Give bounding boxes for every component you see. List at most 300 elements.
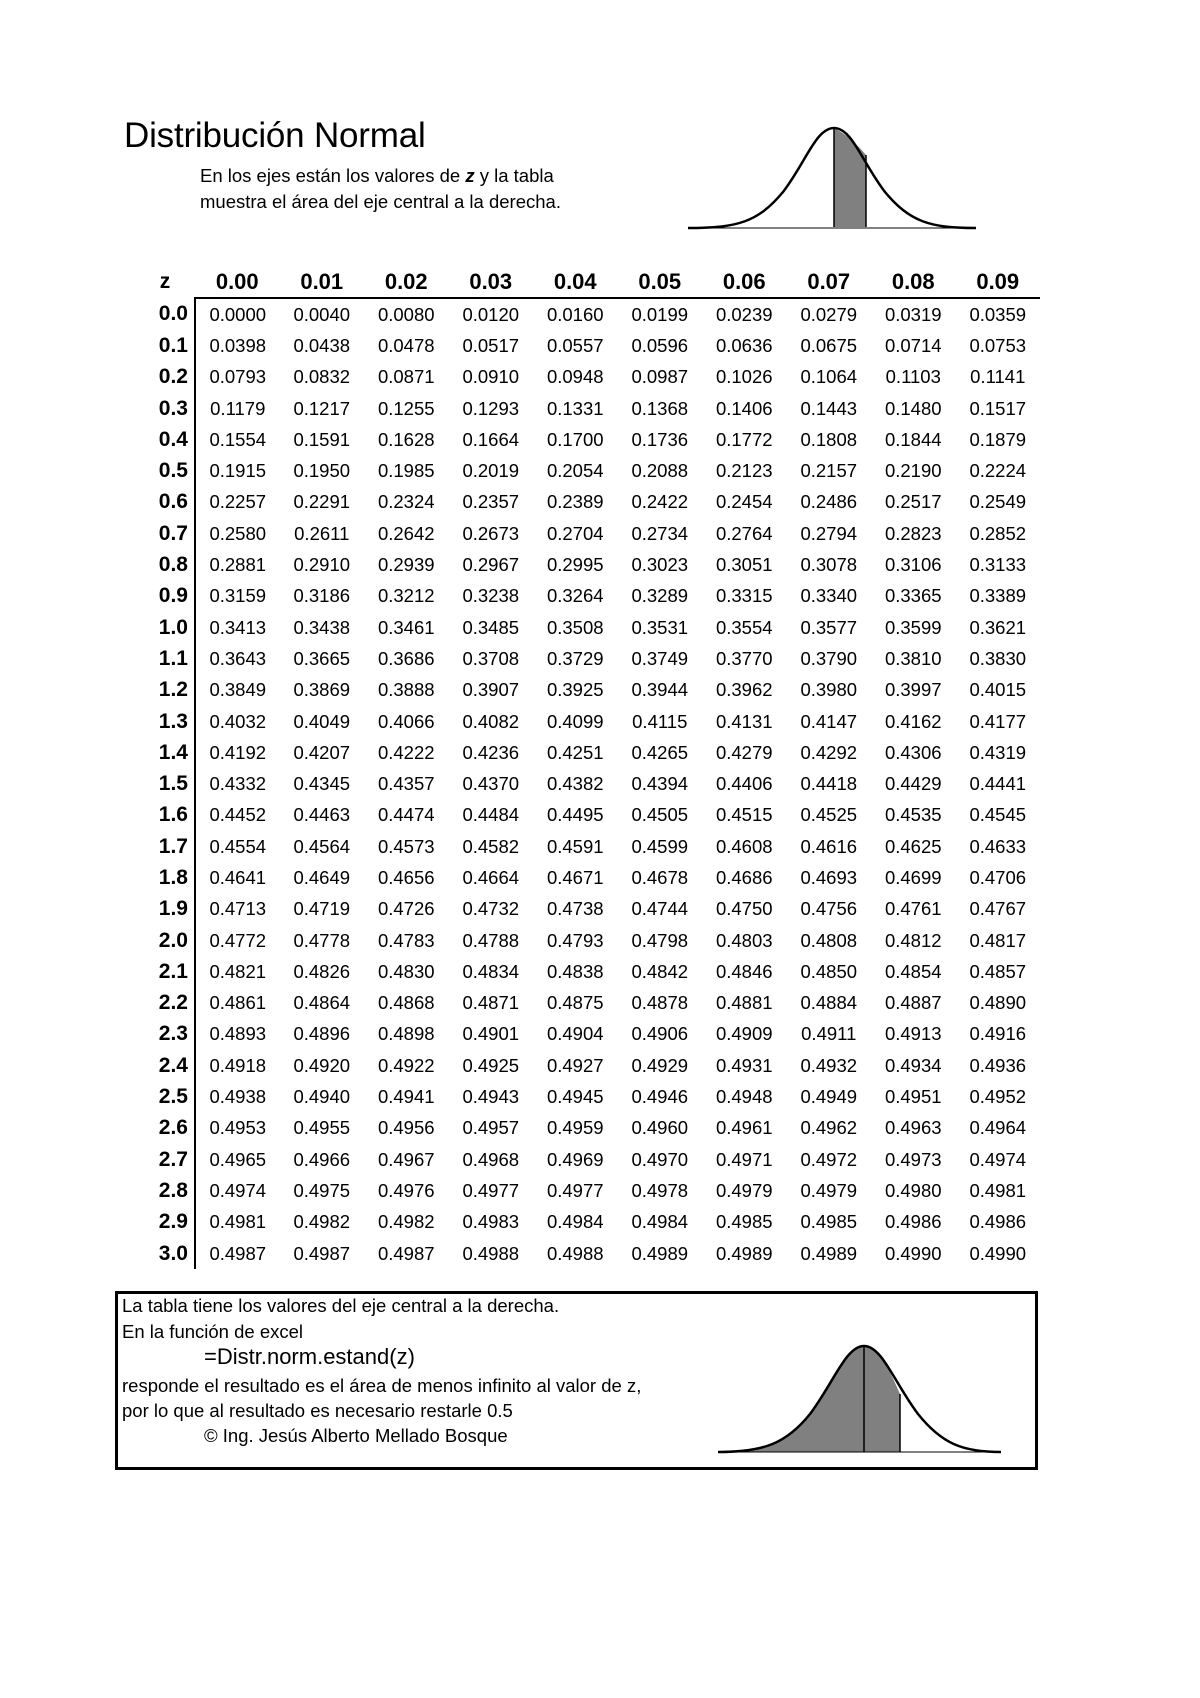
table-cell: 0.3186 [293, 585, 351, 607]
col-header: 0.06 [702, 266, 787, 298]
table-cell: 0.4394 [631, 773, 689, 795]
table-cell: 0.0987 [631, 366, 689, 388]
table-cell: 0.4719 [293, 898, 351, 920]
table-cell: 0.2357 [462, 491, 520, 513]
note-line-2: En la función de excel [122, 1321, 304, 1342]
table-cell: 0.3599 [884, 616, 942, 638]
row-z-label: 1.4 [135, 737, 195, 768]
table-cell: 0.3944 [631, 679, 689, 701]
note-line-3: responde el resultado es el área de menos infinito al valor de z, [122, 1375, 642, 1396]
table-cell: 0.4357 [377, 773, 435, 795]
table-cell: 0.4972 [800, 1148, 858, 1170]
table-cell: 0.3790 [800, 647, 858, 669]
table-cell: 0.4975 [293, 1179, 351, 1201]
table-cell: 0.4738 [546, 898, 604, 920]
table-cell: 0.4846 [715, 960, 773, 982]
table-cell: 0.4582 [462, 835, 520, 857]
table-cell: 0.3665 [293, 647, 351, 669]
table-cell: 0.1141 [970, 366, 1026, 388]
table-cell: 0.4963 [884, 1117, 942, 1139]
table-cell: 0.4671 [546, 866, 604, 888]
table-cell: 0.1772 [715, 428, 773, 450]
table-cell: 0.4564 [293, 835, 351, 857]
table-row [135, 549, 1040, 580]
table-cell: 0.3461 [377, 616, 435, 638]
table-cell: 0.4049 [293, 710, 351, 732]
table-cell: 0.2517 [884, 491, 942, 513]
table-cell: 0.3643 [209, 647, 267, 669]
table-row [135, 1175, 1040, 1206]
table-cell: 0.4778 [293, 929, 351, 951]
shaded-area-top [834, 128, 866, 227]
row-z-label: 0.4 [135, 424, 195, 455]
table-cell: 0.4713 [209, 898, 267, 920]
table-row [135, 831, 1040, 862]
row-z-label: 0.1 [135, 330, 195, 361]
table-cell: 0.4817 [969, 929, 1027, 951]
table-cell: 0.4878 [631, 992, 689, 1014]
table-cell: 0.4066 [377, 710, 435, 732]
table-cell: 0.3907 [462, 679, 520, 701]
table-row [135, 894, 1040, 925]
table-cell: 0.2224 [969, 460, 1027, 482]
table-cell: 0.1844 [884, 428, 942, 450]
row-z-label: 2.2 [135, 988, 195, 1019]
table-cell: 0.3289 [631, 585, 689, 607]
table-cell: 0.3729 [546, 647, 604, 669]
table-cell: 0.0279 [800, 303, 858, 325]
table-cell: 0.4279 [715, 741, 773, 763]
table-cell: 0.2324 [377, 491, 435, 513]
table-cell: 0.4803 [715, 929, 773, 951]
table-cell: 0.4505 [631, 804, 689, 826]
table-cell: 0.2088 [631, 460, 689, 482]
table-cell: 0.4767 [969, 898, 1027, 920]
subtitle-line-2: muestra el área del eje central a la derecha. [200, 191, 561, 212]
col-header: 0.08 [871, 266, 956, 298]
table-cell: 0.4911 [801, 1023, 857, 1045]
table-cell: 0.4941 [377, 1086, 435, 1108]
table-cell: 0.4909 [715, 1023, 773, 1045]
table-row [135, 393, 1040, 424]
table-cell: 0.4554 [209, 835, 267, 857]
row-z-label: 1.3 [135, 706, 195, 737]
table-cell: 0.3980 [800, 679, 858, 701]
table-cell: 0.4788 [462, 929, 520, 951]
table-cell: 0.4938 [209, 1086, 267, 1108]
table-cell: 0.1331 [546, 397, 604, 419]
table-cell: 0.4989 [631, 1242, 689, 1264]
table-cell: 0.0000 [209, 303, 267, 325]
table-cell: 0.4940 [293, 1086, 351, 1108]
table-cell: 0.4949 [800, 1086, 858, 1108]
table-cell: 0.4934 [884, 1054, 942, 1076]
table-cell: 0.2580 [209, 522, 267, 544]
table-row [135, 487, 1040, 518]
col-header: 0.01 [280, 266, 365, 298]
shaded-area-bottom [718, 1346, 900, 1452]
table-row [135, 1238, 1040, 1269]
table-row [135, 706, 1040, 737]
table-cell: 0.3051 [715, 554, 773, 576]
table-cell: 0.4452 [209, 804, 267, 826]
table-cell: 0.2257 [209, 491, 267, 513]
table-cell: 0.4901 [462, 1023, 520, 1045]
table-cell: 0.4989 [715, 1242, 773, 1264]
table-cell: 0.4625 [884, 835, 942, 857]
table-cell: 0.4955 [293, 1117, 351, 1139]
table-cell: 0.3770 [715, 647, 773, 669]
table-cell: 0.2995 [546, 554, 604, 576]
table-cell: 0.4649 [293, 866, 351, 888]
table-cell: 0.4608 [715, 835, 773, 857]
table-cell: 0.0359 [969, 303, 1027, 325]
table-cell: 0.1255 [377, 397, 435, 419]
header-row [135, 266, 1040, 298]
table-cell: 0.2967 [462, 554, 520, 576]
table-cell: 0.4951 [884, 1086, 942, 1108]
table-cell: 0.4115 [632, 710, 688, 732]
table-cell: 0.1808 [800, 428, 858, 450]
table-cell: 0.0517 [462, 334, 520, 356]
table-cell: 0.2734 [631, 522, 689, 544]
table-row [135, 675, 1040, 706]
bell-curve-top [688, 128, 976, 228]
table-row [135, 956, 1040, 987]
table-cell: 0.4881 [715, 992, 773, 1014]
table-cell: 0.4656 [377, 866, 435, 888]
table-cell: 0.4826 [293, 960, 351, 982]
table-cell: 0.4918 [209, 1054, 267, 1076]
table-cell: 0.3869 [293, 679, 351, 701]
table-cell: 0.4932 [800, 1054, 858, 1076]
table-cell: 0.4857 [969, 960, 1027, 982]
table-cell: 0.4971 [715, 1148, 773, 1170]
table-cell: 0.4936 [969, 1054, 1027, 1076]
note-box [115, 1291, 1038, 1470]
table-cell: 0.3340 [800, 585, 858, 607]
table-cell: 0.4082 [462, 710, 520, 732]
table-cell: 0.0199 [631, 303, 689, 325]
table-cell: 0.3810 [884, 647, 942, 669]
table-row [135, 1144, 1040, 1175]
table-cell: 0.1985 [377, 460, 435, 482]
table-cell: 0.3577 [800, 616, 858, 638]
table-cell: 0.0871 [377, 366, 435, 388]
table-cell: 0.4726 [377, 898, 435, 920]
row-z-label: 2.9 [135, 1207, 195, 1238]
credit-line: © Ing. Jesús Alberto Mellado Bosque [204, 1425, 508, 1446]
table-row [135, 1019, 1040, 1050]
row-z-label: 0.3 [135, 393, 195, 424]
table-cell: 0.4979 [715, 1179, 773, 1201]
subtitle-post: y la tabla [474, 165, 554, 186]
table-cell: 0.2611 [294, 522, 350, 544]
table-cell: 0.2794 [800, 522, 858, 544]
row-z-label: 2.5 [135, 1081, 195, 1112]
table-cell: 0.4591 [546, 835, 604, 857]
table-cell: 0.4966 [293, 1148, 351, 1170]
row-z-label: 2.8 [135, 1175, 195, 1206]
table-row [135, 643, 1040, 674]
table-row [135, 862, 1040, 893]
table-cell: 0.4913 [884, 1023, 942, 1045]
table-cell: 0.4969 [546, 1148, 604, 1170]
table-cell: 0.4925 [462, 1054, 520, 1076]
table-row [135, 518, 1040, 549]
table-cell: 0.4952 [969, 1086, 1027, 1108]
table-cell: 0.4990 [969, 1242, 1027, 1264]
table-cell: 0.4985 [715, 1211, 773, 1233]
table-cell: 0.4236 [462, 741, 520, 763]
table-cell: 0.1179 [210, 397, 266, 419]
table-cell: 0.3888 [377, 679, 435, 701]
table-cell: 0.4616 [800, 835, 858, 857]
table-cell: 0.4798 [631, 929, 689, 951]
table-cell: 0.0948 [546, 366, 604, 388]
table-cell: 0.4744 [631, 898, 689, 920]
table-cell: 0.4987 [377, 1242, 435, 1264]
table-cell: 0.4292 [800, 741, 858, 763]
table-cell: 0.0557 [546, 334, 604, 356]
table-cell: 0.3413 [209, 616, 267, 638]
table-cell: 0.4678 [631, 866, 689, 888]
row-z-label: 1.5 [135, 768, 195, 799]
table-cell: 0.4973 [884, 1148, 942, 1170]
table-cell: 0.4599 [631, 835, 689, 857]
table-cell: 0.4988 [546, 1242, 604, 1264]
table-row [135, 1207, 1040, 1238]
row-z-label: 1.7 [135, 831, 195, 862]
table-cell: 0.1628 [377, 428, 435, 450]
table-cell: 0.2422 [631, 491, 689, 513]
table-cell: 0.4956 [377, 1117, 435, 1139]
table-row [135, 737, 1040, 768]
table-cell: 0.4890 [969, 992, 1027, 1014]
table-cell: 0.4988 [462, 1242, 520, 1264]
table-cell: 0.0832 [293, 366, 351, 388]
table-cell: 0.4968 [462, 1148, 520, 1170]
z-corner-label: z [159, 270, 171, 293]
table-row [135, 925, 1040, 956]
table-cell: 0.4864 [293, 992, 351, 1014]
row-z-label: 1.6 [135, 800, 195, 831]
table-cell: 0.2019 [462, 460, 520, 482]
table-cell: 0.4854 [884, 960, 942, 982]
table-cell: 0.4686 [715, 866, 773, 888]
table-cell: 0.4978 [631, 1179, 689, 1201]
row-z-label: 2.0 [135, 925, 195, 956]
col-header: 0.03 [449, 266, 534, 298]
row-z-label: 3.0 [135, 1238, 195, 1269]
table-cell: 0.2123 [715, 460, 773, 482]
row-z-label: 1.2 [135, 675, 195, 706]
row-z-label: 0.8 [135, 549, 195, 580]
page-title: Distribución Normal [124, 116, 426, 155]
table-row [135, 581, 1040, 612]
table-cell: 0.0398 [209, 334, 267, 356]
table-cell: 0.0160 [546, 303, 604, 325]
table-cell: 0.4916 [969, 1023, 1027, 1045]
table-cell: 0.3485 [462, 616, 520, 638]
table-cell: 0.1915 [209, 460, 267, 482]
subtitle [200, 163, 561, 215]
table-cell: 0.4099 [546, 710, 604, 732]
table-cell: 0.4545 [969, 804, 1027, 826]
table-cell: 0.1554 [209, 428, 267, 450]
table-cell: 0.4929 [631, 1054, 689, 1076]
table-cell: 0.0596 [631, 334, 689, 356]
table-cell: 0.4959 [546, 1117, 604, 1139]
excel-formula: =Distr.norm.estand(z) [204, 1344, 415, 1369]
table-cell: 0.1217 [293, 397, 351, 419]
table-cell: 0.3508 [546, 616, 604, 638]
normal-curve-top-figure [688, 122, 978, 232]
table-row [135, 612, 1040, 643]
table-cell: 0.4265 [631, 741, 689, 763]
table-cell: 0.4920 [293, 1054, 351, 1076]
table-cell: 0.4985 [800, 1211, 858, 1233]
table-cell: 0.4868 [377, 992, 435, 1014]
table-cell: 0.4821 [209, 960, 267, 982]
row-z-label: 1.1 [135, 643, 195, 674]
table-cell: 0.1736 [631, 428, 689, 450]
table-cell: 0.4982 [377, 1211, 435, 1233]
table-cell: 0.4793 [546, 929, 604, 951]
row-z-label: 2.3 [135, 1019, 195, 1050]
table-cell: 0.4370 [462, 773, 520, 795]
table-cell: 0.2881 [209, 554, 267, 576]
table-cell: 0.3389 [969, 585, 1027, 607]
table-cell: 0.4484 [462, 804, 520, 826]
table-cell: 0.4948 [715, 1086, 773, 1108]
table-cell: 0.4887 [884, 992, 942, 1014]
table-cell: 0.3023 [631, 554, 689, 576]
table-cell: 0.4986 [884, 1211, 942, 1233]
table-row [135, 1081, 1040, 1112]
table-cell: 0.4965 [209, 1148, 267, 1170]
table-cell: 0.2291 [293, 491, 351, 513]
table-cell: 0.4871 [462, 992, 520, 1014]
table-cell: 0.4495 [546, 804, 604, 826]
table-cell: 0.4893 [209, 1023, 267, 1045]
table-cell: 0.3708 [462, 647, 520, 669]
col-header: 0.09 [956, 266, 1041, 298]
table-cell: 0.4332 [209, 773, 267, 795]
row-z-label: 0.5 [135, 455, 195, 486]
table-cell: 0.3315 [715, 585, 773, 607]
table-cell: 0.4192 [209, 741, 267, 763]
row-z-label: 2.1 [135, 956, 195, 987]
table-cell: 0.4429 [884, 773, 942, 795]
table-cell: 0.4573 [377, 835, 435, 857]
table-cell: 0.4783 [377, 929, 435, 951]
table-cell: 0.3849 [209, 679, 267, 701]
col-header: 0.00 [195, 266, 280, 298]
table-cell: 0.2054 [546, 460, 604, 482]
table-cell: 0.4830 [377, 960, 435, 982]
table-cell: 0.2764 [715, 522, 773, 544]
table-cell: 0.0753 [969, 334, 1027, 356]
table-cell: 0.3830 [969, 647, 1027, 669]
table-cell: 0.4977 [462, 1179, 520, 1201]
row-z-label: 0.7 [135, 518, 195, 549]
table-cell: 0.4931 [715, 1054, 773, 1076]
table-cell: 0.4251 [546, 741, 604, 763]
table-cell: 0.2673 [462, 522, 520, 544]
table-cell: 0.4904 [546, 1023, 604, 1045]
table-cell: 0.1591 [293, 428, 351, 450]
subtitle-line-1 [200, 163, 561, 189]
table-cell: 0.1026 [715, 366, 773, 388]
table-cell: 0.3078 [800, 554, 858, 576]
row-z-label: 0.9 [135, 581, 195, 612]
table-cell: 0.4015 [969, 679, 1027, 701]
table-cell: 0.3438 [293, 616, 351, 638]
table-cell: 0.1368 [631, 397, 689, 419]
table-row [135, 298, 1040, 330]
table-cell: 0.4147 [800, 710, 858, 732]
table-cell: 0.4984 [631, 1211, 689, 1233]
table-cell: 0.4962 [800, 1117, 858, 1139]
row-z-label: 1.0 [135, 612, 195, 643]
table-cell: 0.3159 [209, 585, 267, 607]
table-cell: 0.1103 [885, 366, 941, 388]
table-cell: 0.4177 [969, 710, 1027, 732]
table-cell: 0.1406 [715, 397, 773, 419]
table-cell: 0.1293 [462, 397, 520, 419]
table-cell: 0.4761 [884, 898, 942, 920]
table-cell: 0.4222 [377, 741, 435, 763]
table-cell: 0.2389 [546, 491, 604, 513]
table-row [135, 1113, 1040, 1144]
z-table [135, 266, 1040, 1269]
table-cell: 0.3365 [884, 585, 942, 607]
table-cell: 0.3925 [546, 679, 604, 701]
table-cell: 0.0675 [800, 334, 858, 356]
table-cell: 0.4943 [462, 1086, 520, 1108]
table-cell: 0.3238 [462, 585, 520, 607]
table-cell: 0.3686 [377, 647, 435, 669]
row-z-label: 1.8 [135, 862, 195, 893]
table-cell: 0.0793 [209, 366, 267, 388]
table-cell: 0.2704 [546, 522, 604, 544]
table-cell: 0.3749 [631, 647, 689, 669]
table-cell: 0.4983 [462, 1211, 520, 1233]
table-cell: 0.1517 [969, 397, 1027, 419]
table-cell: 0.4463 [293, 804, 351, 826]
table-cell: 0.4319 [969, 741, 1027, 763]
col-header: 0.07 [787, 266, 872, 298]
table-cell: 0.3554 [715, 616, 773, 638]
table-cell: 0.4693 [800, 866, 858, 888]
table-cell: 0.3531 [631, 616, 689, 638]
table-cell: 0.4664 [462, 866, 520, 888]
table-cell: 0.4981 [969, 1179, 1027, 1201]
row-z-label: 2.7 [135, 1144, 195, 1175]
table-cell: 0.0239 [715, 303, 773, 325]
table-cell: 0.4957 [462, 1117, 520, 1139]
table-cell: 0.3621 [969, 616, 1027, 638]
table-cell: 0.4964 [969, 1117, 1027, 1139]
table-cell: 0.4750 [715, 898, 773, 920]
table-cell: 0.4987 [209, 1242, 267, 1264]
table-cell: 0.1879 [969, 428, 1027, 450]
table-cell: 0.3133 [969, 554, 1027, 576]
table-cell: 0.2157 [800, 460, 858, 482]
table-cell: 0.4970 [631, 1148, 689, 1170]
table-cell: 0.1064 [800, 366, 858, 388]
